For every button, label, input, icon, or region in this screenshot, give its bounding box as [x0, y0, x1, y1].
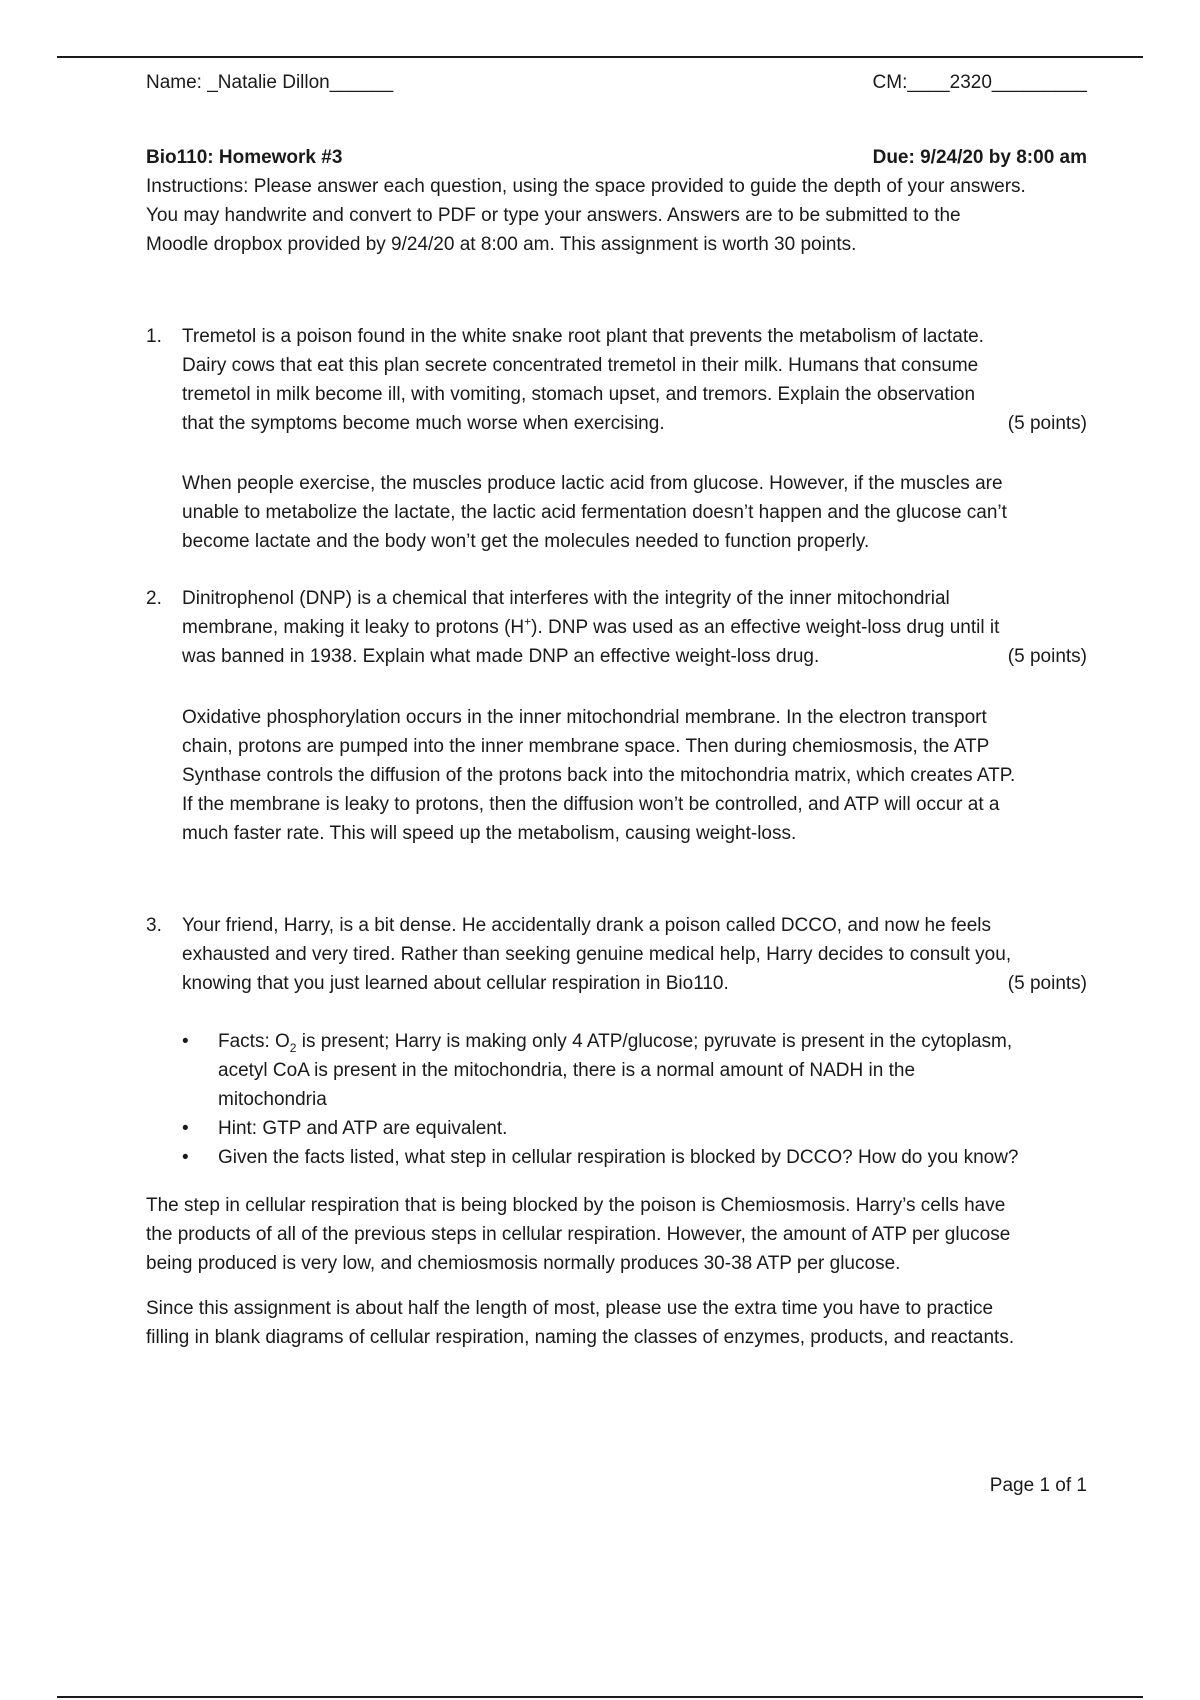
instructions-line: Instructions: Please answer each question, using the space provided to guide the depth of your answers.: [146, 176, 1026, 197]
fact-text: is present; Harry is making only 4 ATP/glucose; pyruvate is present in the cytoplasm,: [296, 1031, 1013, 1052]
question-3-text: [182, 911, 1087, 998]
facts-bullets: [182, 1027, 1087, 1172]
question-line: [182, 409, 1087, 438]
cm-field: CM:____2320_________: [872, 72, 1087, 93]
question-line: [182, 613, 1087, 642]
answer-line: much faster rate. This will speed up the metabolism, causing weight-loss.: [182, 823, 797, 844]
list-item: [182, 1114, 1087, 1143]
question-line-text: membrane, making it leaky to protons (H: [182, 617, 525, 638]
fact-line: [218, 1027, 1087, 1056]
question-3: [146, 911, 1087, 998]
answer-line: If the membrane is leaky to protons, then the diffusion won’t be controlled, and ATP will occur at a: [182, 794, 1000, 815]
answer-3: [146, 1191, 1136, 1278]
fact-text: Facts: O: [218, 1031, 290, 1052]
answer-line: Synthase controls the diffusion of the protons back into the mitochondria matrix, which creates ATP.: [182, 765, 1016, 786]
question-number: 3.: [146, 915, 162, 936]
student-info-row: [146, 68, 1087, 97]
answer-line: chain, protons are pumped into the inner membrane space. Then during chemiosmosis, the ATP: [182, 736, 990, 757]
instructions-line: You may handwrite and convert to PDF or type your answers. Answers are to be submitted to the: [146, 205, 961, 226]
answer-line: unable to metabolize the lactate, the lactic acid fermentation doesn’t happen and the glucose can’t: [182, 502, 1007, 523]
question-line-text: that the symptoms become much worse when exercising.: [182, 413, 665, 434]
question-line: Dinitrophenol (DNP) is a chemical that interferes with the integrity of the inner mitochondrial: [182, 588, 950, 609]
page-number: Page 1 of 1: [989, 1475, 1087, 1496]
answer-line: being produced is very low, and chemiosmosis normally produces 30-38 ATP per glucose.: [146, 1253, 901, 1274]
bullet-icon: •: [182, 1031, 189, 1052]
closing-note: [146, 1294, 1136, 1352]
answer-line: When people exercise, the muscles produce lactic acid from glucose. However, if the muscles are: [182, 473, 1003, 494]
answer-line: the products of all of the previous steps in cellular respiration. However, the amount of ATP per glucose: [146, 1224, 1011, 1245]
bullet-icon: •: [182, 1147, 189, 1168]
closing-line: Since this assignment is about half the length of most, please use the extra time you have to practice: [146, 1298, 994, 1319]
question-line: Dairy cows that eat this plan secrete concentrated tremetol in their milk. Humans that consume: [182, 355, 979, 376]
question-2: [146, 584, 1087, 671]
points-label: (5 points): [1007, 973, 1087, 994]
name-field: Name: _Natalie Dillon______: [146, 72, 394, 93]
top-rule: [57, 56, 1143, 58]
question-line: exhausted and very tired. Rather than seeking genuine medical help, Harry decides to consult you,: [182, 944, 1012, 965]
points-label: (5 points): [1007, 646, 1087, 667]
fact-line: acetyl CoA is present in the mitochondria, there is a normal amount of NADH in the: [218, 1060, 916, 1081]
list-item: [182, 1027, 1087, 1114]
question-number: 1.: [146, 326, 162, 347]
question-1: [146, 322, 1087, 438]
bullet-icon: •: [182, 1118, 189, 1139]
course-title: Bio110: Homework #3: [146, 147, 343, 168]
question-line-text: ). DNP was used as an effective weight-loss drug until it: [531, 617, 1000, 638]
question-2-text: [182, 584, 1087, 671]
answer-line: become lactate and the body won’t get the molecules needed to function properly.: [182, 531, 870, 552]
question-line: Tremetol is a poison found in the white snake root plant that prevents the metabolism of lactate.: [182, 326, 984, 347]
question-line: tremetol in milk become ill, with vomiting, stomach upset, and tremors. Explain the observation: [182, 384, 976, 405]
title-row: [146, 143, 1087, 172]
question-number: 2.: [146, 588, 162, 609]
question-line: Given the facts listed, what step in cellular respiration is blocked by DCCO? How do you know?: [218, 1147, 1019, 1168]
bottom-rule: [57, 1696, 1143, 1698]
list-item: [182, 1143, 1087, 1172]
due-date: Due: 9/24/20 by 8:00 am: [872, 147, 1087, 168]
answer-2: [182, 703, 1122, 848]
hint-line: Hint: GTP and ATP are equivalent.: [218, 1118, 508, 1139]
fact-line: mitochondria: [218, 1089, 327, 1110]
answer-1: [182, 469, 1122, 556]
question-line: [182, 642, 1087, 671]
question-1-text: [182, 322, 1087, 438]
subscript-2: 2: [289, 1040, 297, 1055]
facts-list: [182, 1027, 1087, 1172]
answer-line: Oxidative phosphorylation occurs in the inner mitochondrial membrane. In the electron transport: [182, 707, 987, 728]
answer-line: The step in cellular respiration that is being blocked by the poison is Chemiosmosis. Harry’s cells have: [146, 1195, 1006, 1216]
instructions-line: Moodle dropbox provided by 9/24/20 at 8:00 am. This assignment is worth 30 points.: [146, 234, 857, 255]
question-line-text: was banned in 1938. Explain what made DNP an effective weight-loss drug.: [182, 646, 820, 667]
question-line: Your friend, Harry, is a bit dense. He accidentally drank a poison called DCCO, and now he feels: [182, 915, 991, 936]
points-label: (5 points): [1007, 413, 1087, 434]
superscript-plus: +: [524, 614, 532, 629]
closing-line: filling in blank diagrams of cellular respiration, naming the classes of enzymes, products, and reactants.: [146, 1327, 1015, 1348]
question-line-text: knowing that you just learned about cellular respiration in Bio110.: [182, 973, 729, 994]
question-line: [182, 969, 1087, 998]
instructions: [146, 172, 1106, 259]
